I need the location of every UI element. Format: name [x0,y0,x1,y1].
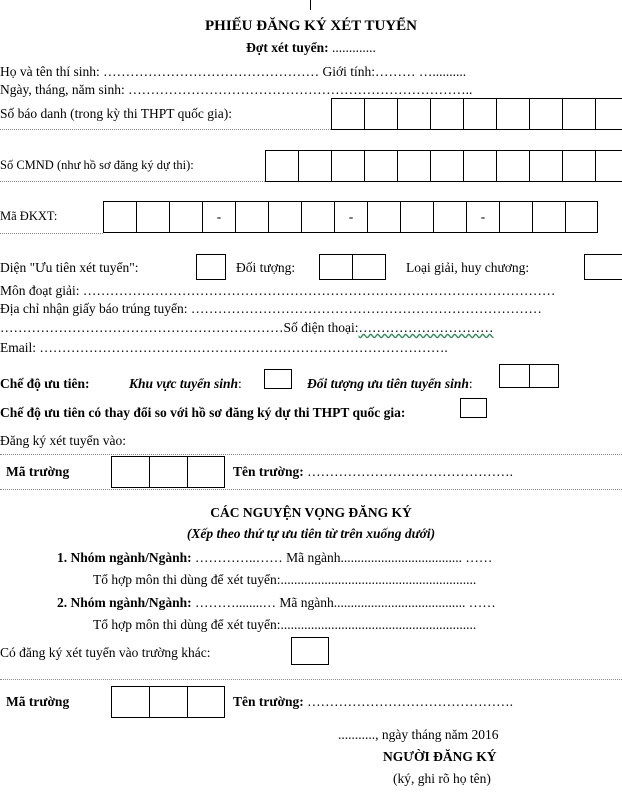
school-name-label: Tên trường: [233,464,304,479]
wish-1-line[interactable]: …………..…… Mã ngành.................................... …… [195,550,493,565]
school-code-boxes-2[interactable] [111,686,225,718]
id-card-label: Số CMND (như hồ sơ đăng ký dự thi): [0,158,194,172]
award-subject-field[interactable]: Môn đoạt giải: …………………………………………………………………………………………… [0,283,556,298]
ma-dkxt-label: Mã ĐKXT: [0,209,58,223]
wish-1-combo[interactable]: Tổ hợp môn thi dùng để xét tuyển:.......................................................... [93,572,477,587]
digit-box[interactable] [111,456,149,488]
school-name-row[interactable] [233,464,513,480]
address-field[interactable]: Địa chỉ nhận giấy báo trúng tuyển: …………………………………………………………………… [0,301,542,316]
area-box[interactable] [264,369,292,389]
school-name-label-2: Tên trường: [233,694,304,709]
digit-box[interactable] [111,686,149,718]
digit-box[interactable] [187,686,225,718]
digit-box[interactable] [532,201,565,233]
digit-box[interactable] [235,201,268,233]
digit-box[interactable] [169,201,202,233]
digit-box[interactable] [565,201,598,233]
regime-changed-label: Chế độ ưu tiên có thay đổi so với hồ sơ đăng ký dự thi THPT quốc gia: [0,405,406,420]
school-name-value-2[interactable]: ………………………………………. [307,694,513,709]
digit-box[interactable] [149,686,187,718]
school-code-label-2: Mã trường [6,694,70,709]
digit-box[interactable] [298,150,331,182]
priority-box[interactable] [196,254,226,280]
digit-box[interactable] [463,150,496,182]
wish-2-label: 2. Nhóm ngành/Ngành: [57,595,192,610]
school-name-row-2[interactable] [233,694,513,710]
candidate-number-label: Số báo danh (trong kỳ thi THPT quốc gia): [0,106,232,121]
dotted-separator [0,129,331,130]
digit-box[interactable] [595,150,622,182]
dash-separator: - [348,209,354,224]
dash-separator: - [480,209,486,224]
other-school-label: Có đăng ký xét tuyển vào trường khác: [0,645,211,660]
priority-label: Diện "Ưu tiên xét tuyển": [0,260,139,275]
digit-box[interactable] [397,98,430,130]
digit-box[interactable] [364,150,397,182]
wishes-heading: CÁC NGUYỆN VỌNG ĐĂNG KÝ [210,505,412,520]
dotted-separator [0,489,622,490]
form-title: PHIẾU ĐĂNG KÝ XÉT TUYỂN [205,18,417,34]
school-name-value[interactable]: ………………………………………. [307,464,513,479]
other-school-box[interactable] [291,637,329,665]
regime-label: Chế độ ưu tiên: [0,376,90,391]
award-label: Loại giải, huy chương: [406,260,530,275]
dob-field[interactable]: Ngày, tháng, năm sinh: ………………………………………………………………….. [0,82,473,97]
wishes-subheading: (Xếp theo thứ tự ưu tiên từ trên xuống dưới) [186,526,436,541]
date-line[interactable]: ..........., ngày tháng năm 2016 [338,727,499,742]
digit-box[interactable] [397,150,430,182]
digit-box[interactable] [265,150,298,182]
award-box[interactable] [584,254,622,280]
top-tick-mark [310,0,311,10]
digit-box[interactable] [562,98,595,130]
dash-separator: - [216,209,222,224]
wish-row-2[interactable] [57,595,496,611]
dotted-separator [0,454,622,455]
sign-note: (ký, ghi rõ họ tên) [393,771,491,786]
register-label: Đăng ký xét tuyển vào: [0,433,126,448]
target-suffix: : [468,376,473,391]
digit-box[interactable] [364,98,397,130]
area-label: Khu vực tuyển sinh [129,376,238,391]
wish-2-combo[interactable]: Tổ hợp môn thi dùng để xét tuyển:.......................................................... [93,617,477,632]
target-box-2[interactable] [529,364,559,388]
digit-box[interactable] [331,98,364,130]
digit-box[interactable] [301,201,334,233]
digit-box[interactable] [149,456,187,488]
priority-subject-label: Đối tượng: [236,260,296,275]
digit-box[interactable] [136,201,169,233]
digit-box[interactable] [433,201,466,233]
digit-box[interactable] [529,150,562,182]
dash-box [202,201,235,233]
area-suffix: : [238,376,242,391]
target-label: Đối tượng ưu tiên tuyển sinh [307,376,469,391]
dotted-separator [0,233,103,234]
target-row [307,376,473,392]
signer-title: NGƯỜI ĐĂNG KÝ [383,749,497,764]
dotted-separator [0,181,265,182]
digit-box[interactable] [331,150,364,182]
dotted-separator [0,679,622,680]
round-value[interactable]: ............. [331,40,376,55]
dash-box [466,201,499,233]
phone-value[interactable]: ………………………… [358,320,494,335]
phone-label: Số điện thoại: [283,320,359,335]
candidate-number-boxes[interactable] [331,98,622,130]
target-box-1[interactable] [499,364,530,388]
regime-changed-box[interactable] [460,398,487,418]
full-name-field[interactable]: Họ và tên thí sinh: ………………………………………… Giới tính:……… ….......... [0,64,467,79]
digit-box[interactable] [367,201,400,233]
digit-box[interactable] [268,201,301,233]
round-label: Đợt xét tuyển: [246,40,329,55]
digit-box[interactable] [595,98,622,130]
digit-box[interactable] [430,98,463,130]
digit-box[interactable] [562,150,595,182]
digit-box[interactable] [463,98,496,130]
digit-box[interactable] [187,456,225,488]
wish-2-line[interactable]: ………........… Mã ngành....................................... …… [195,595,496,610]
address-continuation-dots: ……………………………………………………… [0,320,284,335]
digit-box[interactable] [496,98,529,130]
digit-box[interactable] [400,201,433,233]
school-code-boxes[interactable] [111,456,225,488]
ma-dkxt-boxes[interactable] [103,201,598,233]
address-continuation[interactable] [0,320,494,336]
priority-subject-box-1[interactable] [319,254,353,280]
digit-box[interactable] [529,98,562,130]
id-card-boxes[interactable] [265,150,622,182]
wish-1-label: 1. Nhóm ngành/Ngành: [57,550,192,565]
digit-box[interactable] [430,150,463,182]
dash-box [334,201,367,233]
digit-box[interactable] [496,150,529,182]
area-row [129,376,242,392]
school-code-label: Mã trường [6,464,70,479]
email-field[interactable]: Email: ………………………………………………………………………………. [0,340,448,355]
round-row [0,40,622,56]
wish-row-1[interactable] [57,550,492,566]
priority-subject-box-2[interactable] [352,254,386,280]
digit-box[interactable] [499,201,532,233]
digit-box[interactable] [103,201,136,233]
